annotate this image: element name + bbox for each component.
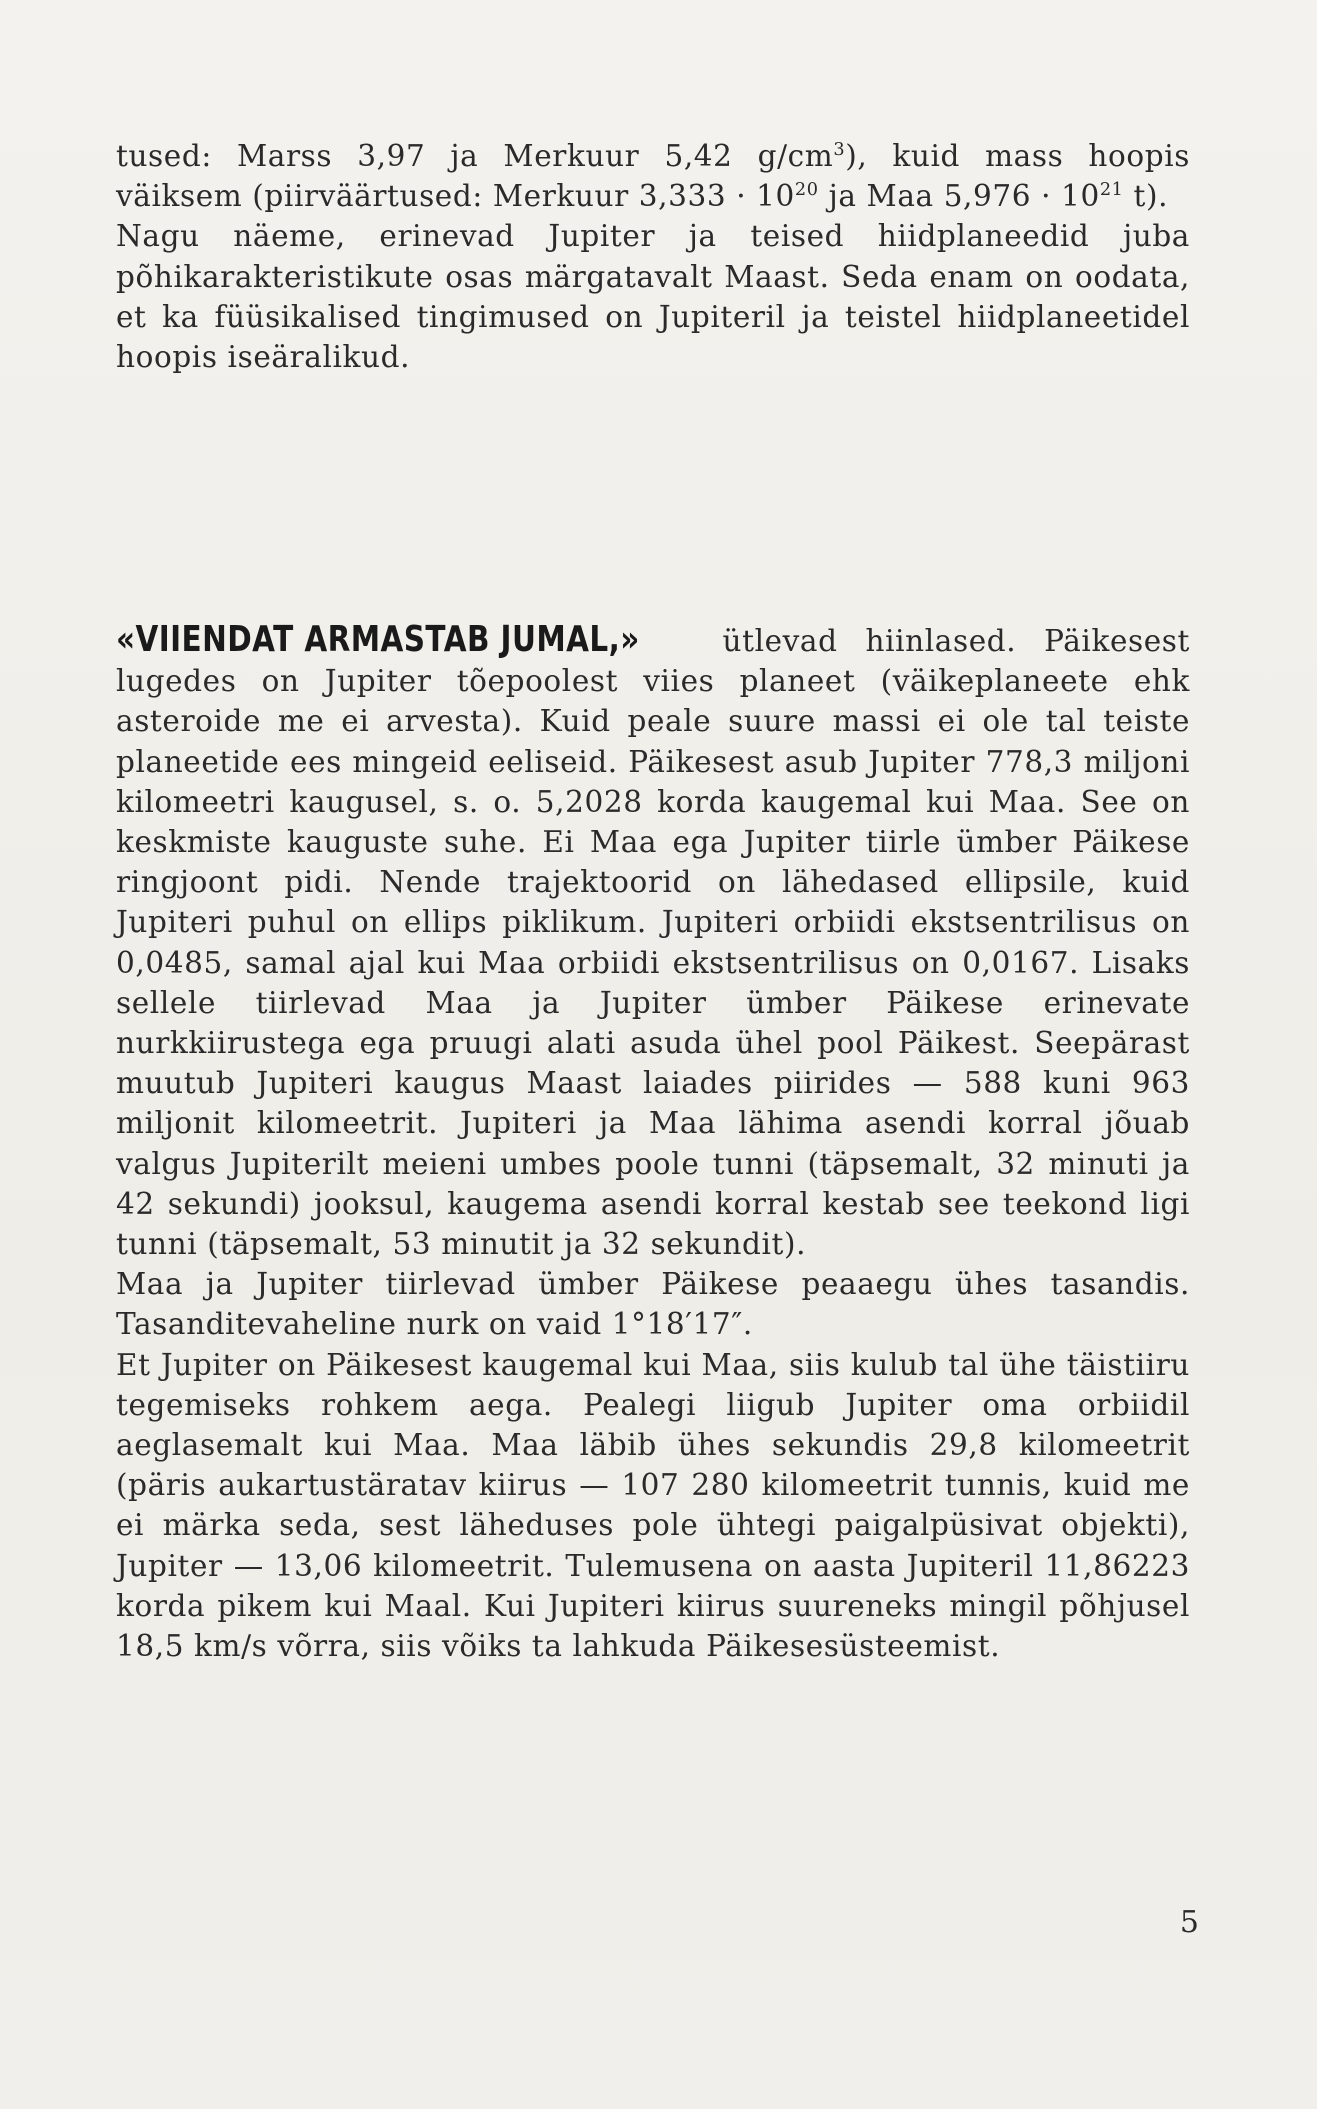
superscript: 3: [833, 140, 846, 161]
text-fragment: tused: Marss 3,97 ja Merkuur 5,42 g/cm: [116, 139, 834, 173]
text-fragment: ), kuid mass hoopis väiksem (piirväärtused: Merkuur 3,333 · 10: [116, 139, 1190, 214]
page-number: 5: [1179, 1905, 1199, 1940]
paragraph-text: ütlevad hiinlased. Päikesest lugedes on Jupiter tõepoolest viies planeet (väikeplaneete ehk asteroide me ei arvesta). Kuid peale suure massi ei ole tal teiste planeetide ees mingeid eeliseid. Päikesest asub Jupiter 778,3 miljoni kilomeetri kaugusel, s. o. 5,2028 korda kaugemal kui Maa. See on keskmiste kauguste suhe. Ei Maa ega Jupiter tiirle ümber Päikese ringjoont pidi. Nende trajektoorid on lähedased ellipsile, kuid Jupiteri puhul on ellips piklikum. Jupiteri orbiidi ekstsentrilisus on 0,0485, samal ajal kui Maa orbiidi ekstsentrilisus on 0,0167. Lisaks sellele tiirlevad Maa ja Jupiter ümber Päikese erinevate nurkkiirustega ega pruugi alati asuda ühel pool Päikest. Seepärast muutub Jupiteri kaugus Maast laiades piirides — 588 kuni 963 miljonit kilomeetrit. Jupiteri ja Maa lähima asendi korral jõuab valgus Jupiterilt meieni umbes poole tunni (täpsemalt, 32 minuti ja 42 sekundi) jooksul, kaugema asendi korral kestab see teekond ligi tunni (täpsemalt, 53 minutit ja 32 sekundit).: [116, 624, 1190, 1262]
superscript: 21: [1099, 180, 1124, 201]
text-fragment: ja Maa 5,976 · 10: [818, 179, 1100, 214]
main-text-block: [116, 620, 1190, 1666]
paragraph-tasandid: Maa ja Jupiter tiirlevad ümber Päikese peaaegu ühes tasandis. Tasanditevaheline nurk on vaid 1°18′17″.: [116, 1267, 1190, 1342]
paragraph-density-continuation: [116, 136, 1190, 216]
section-heading: «VIIENDAT ARMASTAB JUMAL,»: [116, 619, 640, 660]
paragraph-viies-planeet: [116, 620, 1190, 1264]
paragraph-kiirus: Et Jupiter on Päikesest kaugemal kui Maa, siis kulub tal ühe täistiiru tegemiseks rohkem aega. Pealegi liigub Jupiter oma orbiidil aeglasemalt kui Maa. Maa läbib ühes sekundis 29,8 kilomeetrit (päris aukartustäratav kiirus — 107 280 kilomeetrit tunnis, kuid me ei märka seda, sest läheduses pole ühtegi paigalpüsivat objekti), Jupiter — 13,06 kilomeetrit. Tulemusena on aasta Jupiteril 11,86223 korda pikem kui Maal. Kui Jupiteri kiirus suureneks mingil põhjusel 18,5 km/s võrra, siis võiks ta lahkuda Päikesesüsteemist.: [116, 1347, 1190, 1664]
paragraph-hiidplaneedid: Nagu näeme, erinevad Jupiter ja teised hiidplaneedid juba põhikarakteristikute osas märgatavalt Maast. Seda enam on oodata, et ka füüsikalised tingimused on Jupiteril ja teistel hiidplaneetidel hoopis iseäralikud.: [116, 219, 1190, 375]
text-fragment: t).: [1123, 179, 1169, 214]
superscript: 20: [794, 180, 819, 201]
top-text-block: [116, 136, 1190, 377]
